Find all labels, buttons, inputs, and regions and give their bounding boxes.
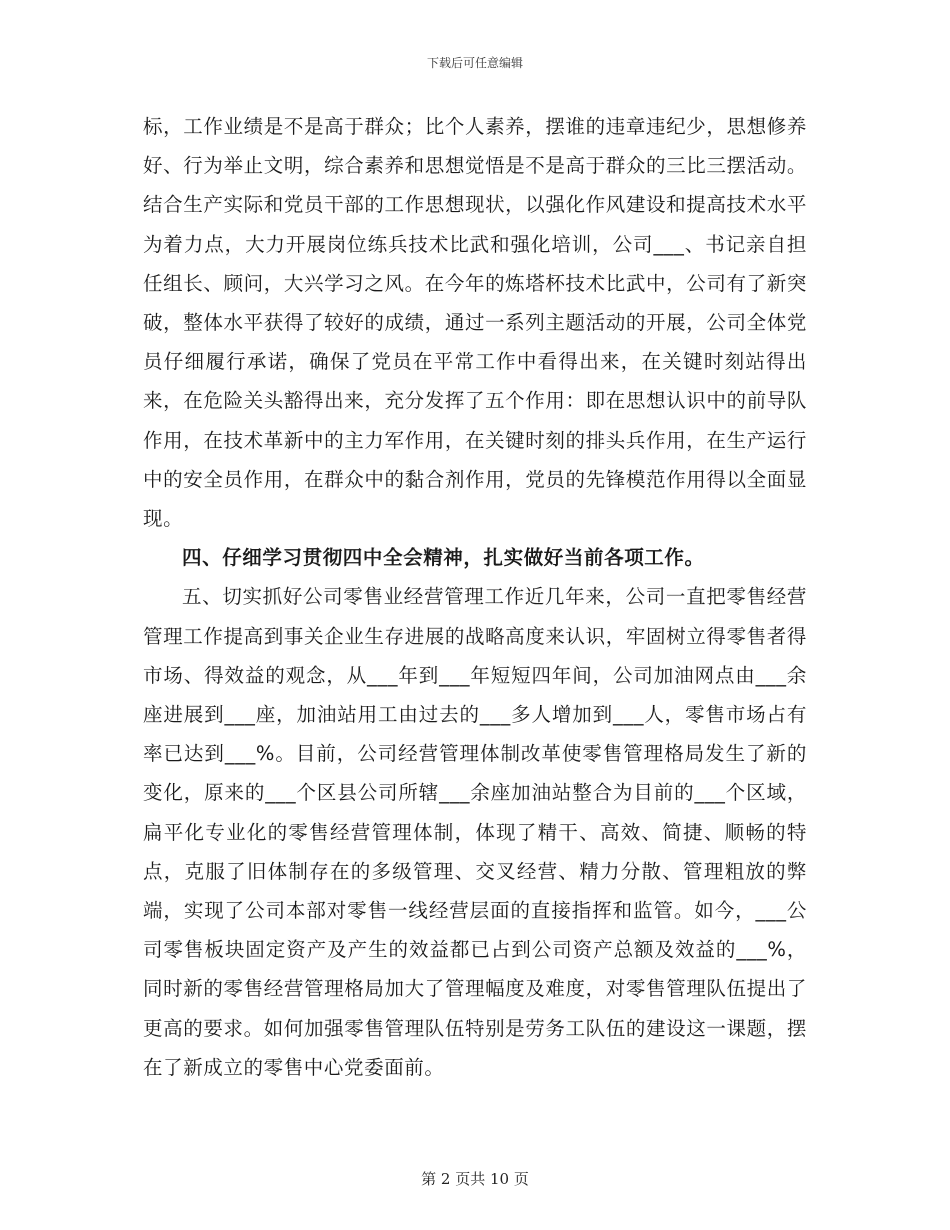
section-heading-four: 四、仔细学习贯彻四中全会精神，扎实做好当前各项工作。 bbox=[182, 546, 705, 570]
document-body bbox=[143, 107, 807, 1087]
page-footer-page-number: 第 2 页共 10 页 bbox=[421, 1170, 529, 1188]
page-header: 下载后可任意编辑 bbox=[426, 56, 523, 70]
body-paragraph-continued: 标，工作业绩是不是高于群众；比个人素养，摆谁的违章违纪少，思想修养好、行为举止文明，综合素养和思想觉悟是不是高于群众的三比三摆活动。结合生产实际和党员干部的工作思想现状，以强化作风建设和提高技术水平为着力点，大力开展岗位练兵技术比武和强化培训，公司___、书记亲自担任组长、顾问，大兴学习之风。在今年的炼塔杯技术比武中，公司有了新突破，整体水平获得了较好的成绩，通过一系列主题活动的开展，公司全体党员仔细履行承诺，确保了党员在平常工作中看得出来，在关键时刻站得出来，在危险关头豁得出来，充分发挥了五个作用：即在思想认识中的前导队作用，在技术革新中的主力军作用，在关键时刻的排头兵作用，在生产运行中的安全员作用，在群众中的黏合剂作用，党员的先锋模范作用得以全面显现。 bbox=[143, 115, 807, 531]
body-paragraph-section-five: 五、切实抓好公司零售业经营管理工作近几年来，公司一直把零售经营管理工作提高到事关企业生存进展的战略高度来认识，牢固树立得零售者得市场、得效益的观念，从___年到___年短短四年间，公司加油网点由___余座进展到___座，加油站用工由过去的___多人增加到___人，零售市场占有率已达到___%。目前，公司经营管理体制改革使零售管理格局发生了新的变化，原来的___个区县公司所辖___余座加油站整合为目前的___个区域，扁平化专业化的零售经营管理体制，体现了精干、高效、简捷、顺畅的特点，克服了旧体制存在的多级管理、交叉经营、精力分散、管理粗放的弊端，实现了公司本部对零售一线经营层面的直接指挥和监管。如今，___公司零售板块固定资产及产生的效益都已占到公司资产总额及效益的___%，同时新的零售经营管理格局加大了管理幅度及难度，对零售管理队伍提出了更高的要求。如何加强零售管理队伍特别是劳务工队伍的建设这一课题，摆在了新成立的零售中心党委面前。 bbox=[143, 585, 807, 1079]
